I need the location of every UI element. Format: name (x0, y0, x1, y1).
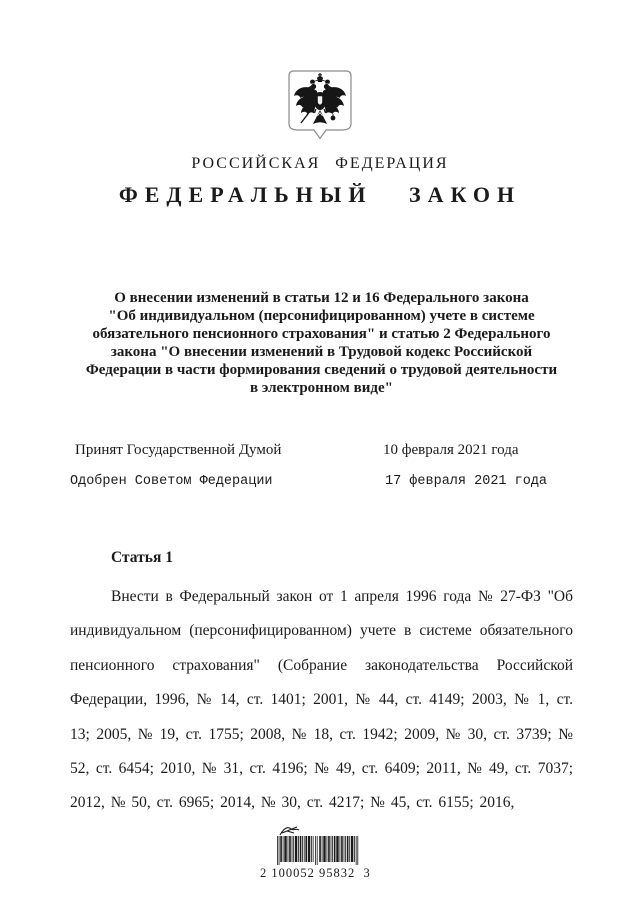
law-title-line: Федерации в части формирования сведений о трудовой деятельности (85, 362, 558, 378)
passed-date: 10 февраля 2021 года (383, 442, 519, 458)
law-title-line: в электронном виде" (250, 380, 393, 396)
passed-by-duma-row (75, 442, 595, 459)
article-1-section (70, 548, 573, 821)
law-title-line: О внесении изменений в статьи 12 и 16 Федерального закона (114, 290, 529, 306)
country-heading: РОССИЙСКАЯ ФЕДЕРАЦИЯ (191, 155, 449, 172)
passed-by-duma-label: Принят Государственной Думой (75, 442, 282, 458)
barcode (260, 824, 370, 886)
law-title-line: "Об индивидуальном (персонифицированном) учете в системе (108, 308, 535, 324)
article-1-heading: Статья 1 (111, 549, 173, 566)
approved-date: 17 февраля 2021 года (385, 474, 548, 489)
law-title-line: закона "О внесении изменений в Трудовой кодекс Российской (110, 344, 533, 360)
law-title (70, 289, 573, 397)
russia-coat-of-arms-icon (288, 70, 352, 141)
barcode-number: 2 100052 95832 3 (260, 866, 371, 880)
law-title-line: обязательного пенсионного страхования" и статью 2 Федерального (92, 326, 551, 342)
document-type-heading: ФЕДЕРАЛЬНЫЙ ЗАКОН (118, 182, 522, 207)
approved-by-federation-council-row (70, 474, 590, 489)
article-1-body: Внести в Федеральный закон от 1 апреля 1996 года № 27-ФЗ "Об индивидуальном (персонифицированном) учете в системе обязательного пенсионного страхования" (Собрание законодательства Российской Федерации, 1996, № 14, ст. 1401; 2001, № 44, ст. 4149; 2003, № 1, ст. 13; 2005, № 19, ст. 1755; 2008, № 18, ст. 1942; 2009, № 30, ст. 3739; № 52, ст. 6454; 2010, № 31, ст. 4196; № 49, ст. 6409; 2011, № 49, ст. 7037; 2012, № 50, ст. 6965; 2014, № 30, ст. 4217; № 45, ст. 6155; 2016, (70, 588, 573, 812)
barcode-bars-icon (277, 836, 359, 865)
approved-by-federation-council-label: Одобрен Советом Федерации (70, 474, 273, 489)
